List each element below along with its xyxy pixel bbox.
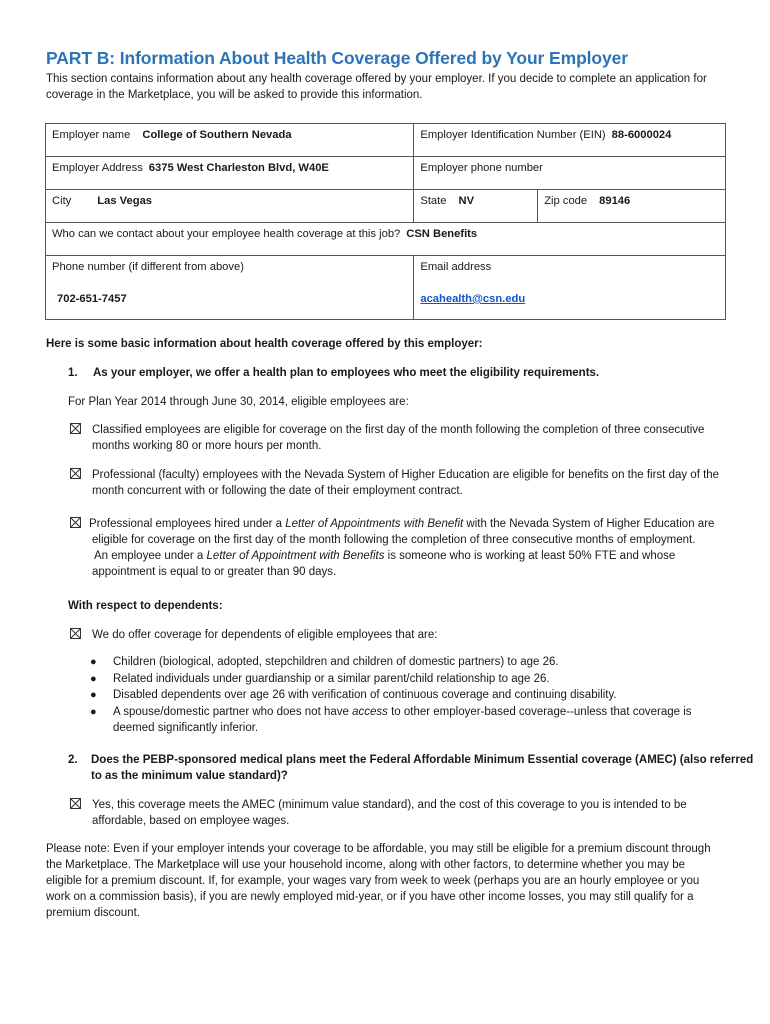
plan-year-text: For Plan Year 2014 through June 30, 2014, eligible employees are: [68,396,409,408]
faculty-line-2: month concurrent with or following the date of their employment contract. [92,485,463,497]
dependents-checkbox[interactable] [70,628,81,639]
note-line-1: Please note: Even if your employer intends your coverage to be affordable, you may still be eligible for a premium discount through [46,843,711,855]
address-label: Employer Address [52,162,143,174]
professional-loa-line-2: eligible for coverage on the first day of the month following the completion of three consecutive months of employment. [92,534,696,546]
professional-loa-line-3: An employee under a Letter of Appointment with Benefits is someone who is working at least 50% FTE and whose [94,550,676,562]
contact-label: Who can we contact about your employee health coverage at this job? [52,228,401,240]
dependents-option-text: We do offer coverage for dependents of eligible employees that are: [92,629,438,641]
note-line-4: work on a commission basis), if you are newly employed mid-year, or if you have other income losses, you may still qualify for a [46,891,694,903]
amec-line-1: Yes, this coverage meets the AMEC (minimum value standard), and the cost of this coverage to you is intended to be [92,799,687,811]
list-item: ● Children (biological, adopted, stepchildren and children of domestic partners) to age 26. [90,656,559,668]
basic-info-heading: Here is some basic information about health coverage offered by this employer: [46,338,483,350]
professional-loa-checkbox[interactable] [70,517,81,528]
q2-line-2: to as the minimum value standard)? [91,770,288,782]
q2-number: 2. [68,754,78,766]
city-cell [46,190,414,223]
classified-checkbox[interactable] [70,423,81,434]
zip-field[interactable]: 89146 [599,195,631,207]
contact-cell [46,223,726,256]
note-line-2: the Marketplace. The Marketplace will use your household income, along with other factors, to determine whether you may be [46,859,686,871]
alt-phone-label: Phone number (if different from above) [52,261,244,273]
classified-line-1: Classified employees are eligible for coverage on the first day of the month following the completion of three consecutive [92,424,705,436]
q1-text: As your employer, we offer a health plan to employees who meet the eligibility requirements. [93,367,600,379]
alt-phone-field[interactable]: 702-651-7457 [57,293,127,305]
faculty-checkbox[interactable] [70,468,81,479]
ein-label: Employer Identification Number (EIN) [420,129,606,141]
employer-name-field[interactable]: College of Southern Nevada [142,129,292,141]
email-cell [414,256,726,320]
list-item: ● Related individuals under guardianship or a similar parent/child relationship to age 26. [90,672,550,685]
contact-field[interactable]: CSN Benefits [406,228,478,240]
dependents-heading: With respect to dependents: [68,600,223,612]
checked-x-icon [71,629,80,638]
zip-label: Zip code [544,195,588,207]
dependents-list [88,654,708,737]
amec-line-2: affordable, based on employee wages. [92,815,290,827]
faculty-line-1: Professional (faculty) employees with the Nevada System of Higher Education are eligible for benefits on the first day of the [92,469,720,481]
list-item: ● A spouse/domestic partner who does not have access to other employer-based coverage--unless that coverage is deemed significantly inferior. [90,705,692,734]
checked-x-icon [71,424,80,433]
checked-x-icon [71,469,80,478]
employer-name-label: Employer name [52,129,131,141]
phone-label: Employer phone number [420,162,543,174]
state-field[interactable]: NV [458,195,475,207]
state-label: State [420,195,447,207]
employer-name-cell [46,124,414,157]
alt-phone-cell [46,256,414,320]
zip-cell [538,190,726,223]
phone-cell[interactable] [414,157,726,190]
amec-checkbox[interactable] [70,798,81,809]
email-label: Email address [420,261,492,273]
ein-cell [414,124,726,157]
ein-field[interactable]: 88-6000024 [611,129,672,141]
address-cell [46,157,414,190]
intro-text: This section contains information about any health coverage offered by your employer. If you decide to complete an application for coverage in the Marketplace, you will be asked to provide this information. [46,73,707,101]
email-link[interactable]: acahealth@csn.edu [420,293,526,305]
checked-x-icon [71,799,80,808]
classified-line-2: months working 80 or more hours per month. [92,440,322,452]
checked-x-icon [71,518,80,527]
list-item: ● Disabled dependents over age 26 with verification of continuous coverage and continuing disability. [90,689,617,701]
q1-number: 1. [68,367,78,379]
city-field[interactable]: Las Vegas [97,195,153,207]
page-title: PART B: Information About Health Coverage Offered by Your Employer [46,48,628,68]
state-cell [414,190,538,223]
employer-info-table [45,123,726,320]
professional-loa-line-1: Professional employees hired under a Letter of Appointments with Benefit with the Nevada System of Higher Education are [89,518,715,530]
city-label: City [52,195,72,207]
note-line-5: premium discount. [46,907,140,919]
address-field[interactable]: 6375 West Charleston Blvd, W40E [148,162,329,174]
note-line-3: eligible for a premium discount. If, for example, your wages vary from week to week (perhaps you are an hourly employee or you [46,875,700,887]
q2-line-1: Does the PEBP-sponsored medical plans meet the Federal Affordable Minimum Essential coverage (AMEC) (also referred [91,754,754,766]
professional-loa-line-4: appointment is equal to or greater than 90 days. [92,566,337,578]
